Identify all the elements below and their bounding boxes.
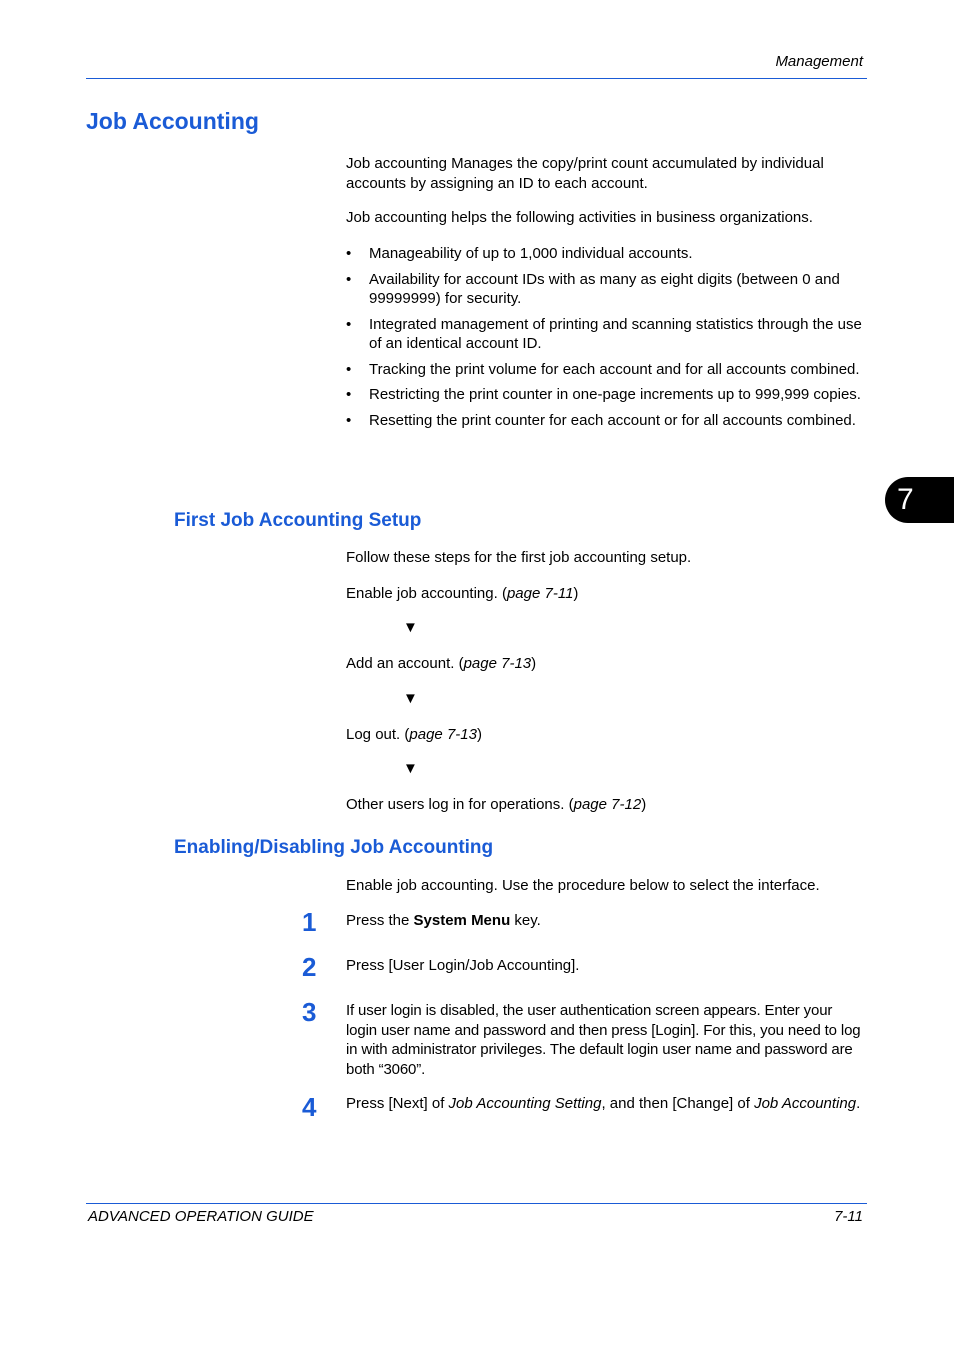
flow-step-enable: Enable job accounting. (page 7-11) bbox=[346, 585, 579, 602]
down-arrow-icon: ▼ bbox=[403, 690, 418, 707]
intro-paragraph-1: Job accounting Manages the copy/print count accumulated by individual accounts by assigning an ID to each account. bbox=[346, 155, 824, 192]
page-reference-link[interactable]: page 7-12 bbox=[573, 796, 642, 813]
chapter-number: 7 bbox=[897, 483, 914, 516]
list-item bbox=[346, 360, 866, 380]
down-arrow-icon: ▼ bbox=[403, 619, 418, 636]
footer-guide-title: ADVANCED OPERATION GUIDE bbox=[88, 1208, 314, 1225]
list-item-text: Availability for account IDs with as many as eight digits (between 0 and 99999999) for security. bbox=[369, 270, 840, 307]
list-item-text: Manageability of up to 1,000 individual accounts. bbox=[369, 245, 693, 262]
list-item bbox=[346, 315, 866, 354]
running-header: Management bbox=[775, 53, 863, 70]
down-arrow-icon: ▼ bbox=[403, 760, 418, 777]
step-number: 1 bbox=[302, 907, 317, 937]
list-item bbox=[346, 385, 866, 405]
section-heading-first-setup: First Job Accounting Setup bbox=[174, 510, 422, 531]
bullet-marker: • bbox=[346, 270, 352, 288]
step-number: 4 bbox=[302, 1092, 317, 1122]
step-text: Press [User Login/Job Accounting]. bbox=[346, 957, 580, 974]
page-reference-link[interactable]: page 7-13 bbox=[463, 655, 532, 672]
flow-step-add-account: Add an account. (page 7-13) bbox=[346, 655, 537, 672]
step-number: 2 bbox=[302, 952, 317, 982]
enabling-lead: Enable job accounting. Use the procedure below to select the interface. bbox=[346, 877, 820, 894]
bullet-marker: • bbox=[346, 245, 352, 262]
intro-paragraph-2: Job accounting helps the following activities in business organizations. bbox=[346, 209, 813, 226]
list-item bbox=[346, 270, 866, 309]
step-text: If user login is disabled, the user authentication screen appears. Enter your login user name and password and then press [Login]. For this, you need to log in with administrator privileges. The default login user name and password are both “3060”. bbox=[346, 1002, 861, 1078]
page-reference-link[interactable]: page 7-13 bbox=[409, 726, 477, 743]
step-number: 3 bbox=[302, 997, 317, 1027]
step-text: Press the System Menu key. bbox=[346, 912, 541, 929]
list-item bbox=[346, 244, 866, 264]
bullet-marker: • bbox=[346, 411, 352, 429]
feature-list bbox=[346, 244, 866, 436]
footer-page-number: 7-11 bbox=[834, 1208, 863, 1225]
list-item-text: Restricting the print counter in one-page increments up to 999,999 copies. bbox=[369, 386, 861, 403]
system-menu-key-label: System Menu bbox=[413, 912, 511, 929]
step-text: Press [Next] of Job Accounting Setting, and then [Change] of Job Accounting. bbox=[346, 1095, 861, 1112]
first-setup-lead: Follow these steps for the first job accounting setup. bbox=[346, 549, 692, 566]
section-heading-enabling: Enabling/Disabling Job Accounting bbox=[174, 837, 494, 858]
header-rule bbox=[86, 78, 867, 79]
list-item bbox=[346, 411, 866, 431]
list-item-text: Resetting the print counter for each account or for all accounts combined. bbox=[369, 411, 856, 429]
page-title: Job Accounting bbox=[86, 108, 259, 134]
chapter-tab bbox=[885, 477, 954, 523]
flow-step-log-out: Log out. (page 7-13) bbox=[346, 726, 482, 743]
list-item-text: Integrated management of printing and scanning statistics through the use of an identical account ID. bbox=[369, 315, 862, 352]
page-reference-link[interactable]: page 7-11 bbox=[506, 585, 574, 602]
bullet-marker: • bbox=[346, 360, 352, 378]
flow-step-other-users: Other users log in for operations. (page 7-12) bbox=[346, 796, 647, 813]
footer-rule bbox=[86, 1203, 867, 1204]
bullet-marker: • bbox=[346, 386, 352, 403]
list-item-text: Tracking the print volume for each account and for all accounts combined. bbox=[369, 360, 860, 378]
bullet-marker: • bbox=[346, 315, 352, 333]
